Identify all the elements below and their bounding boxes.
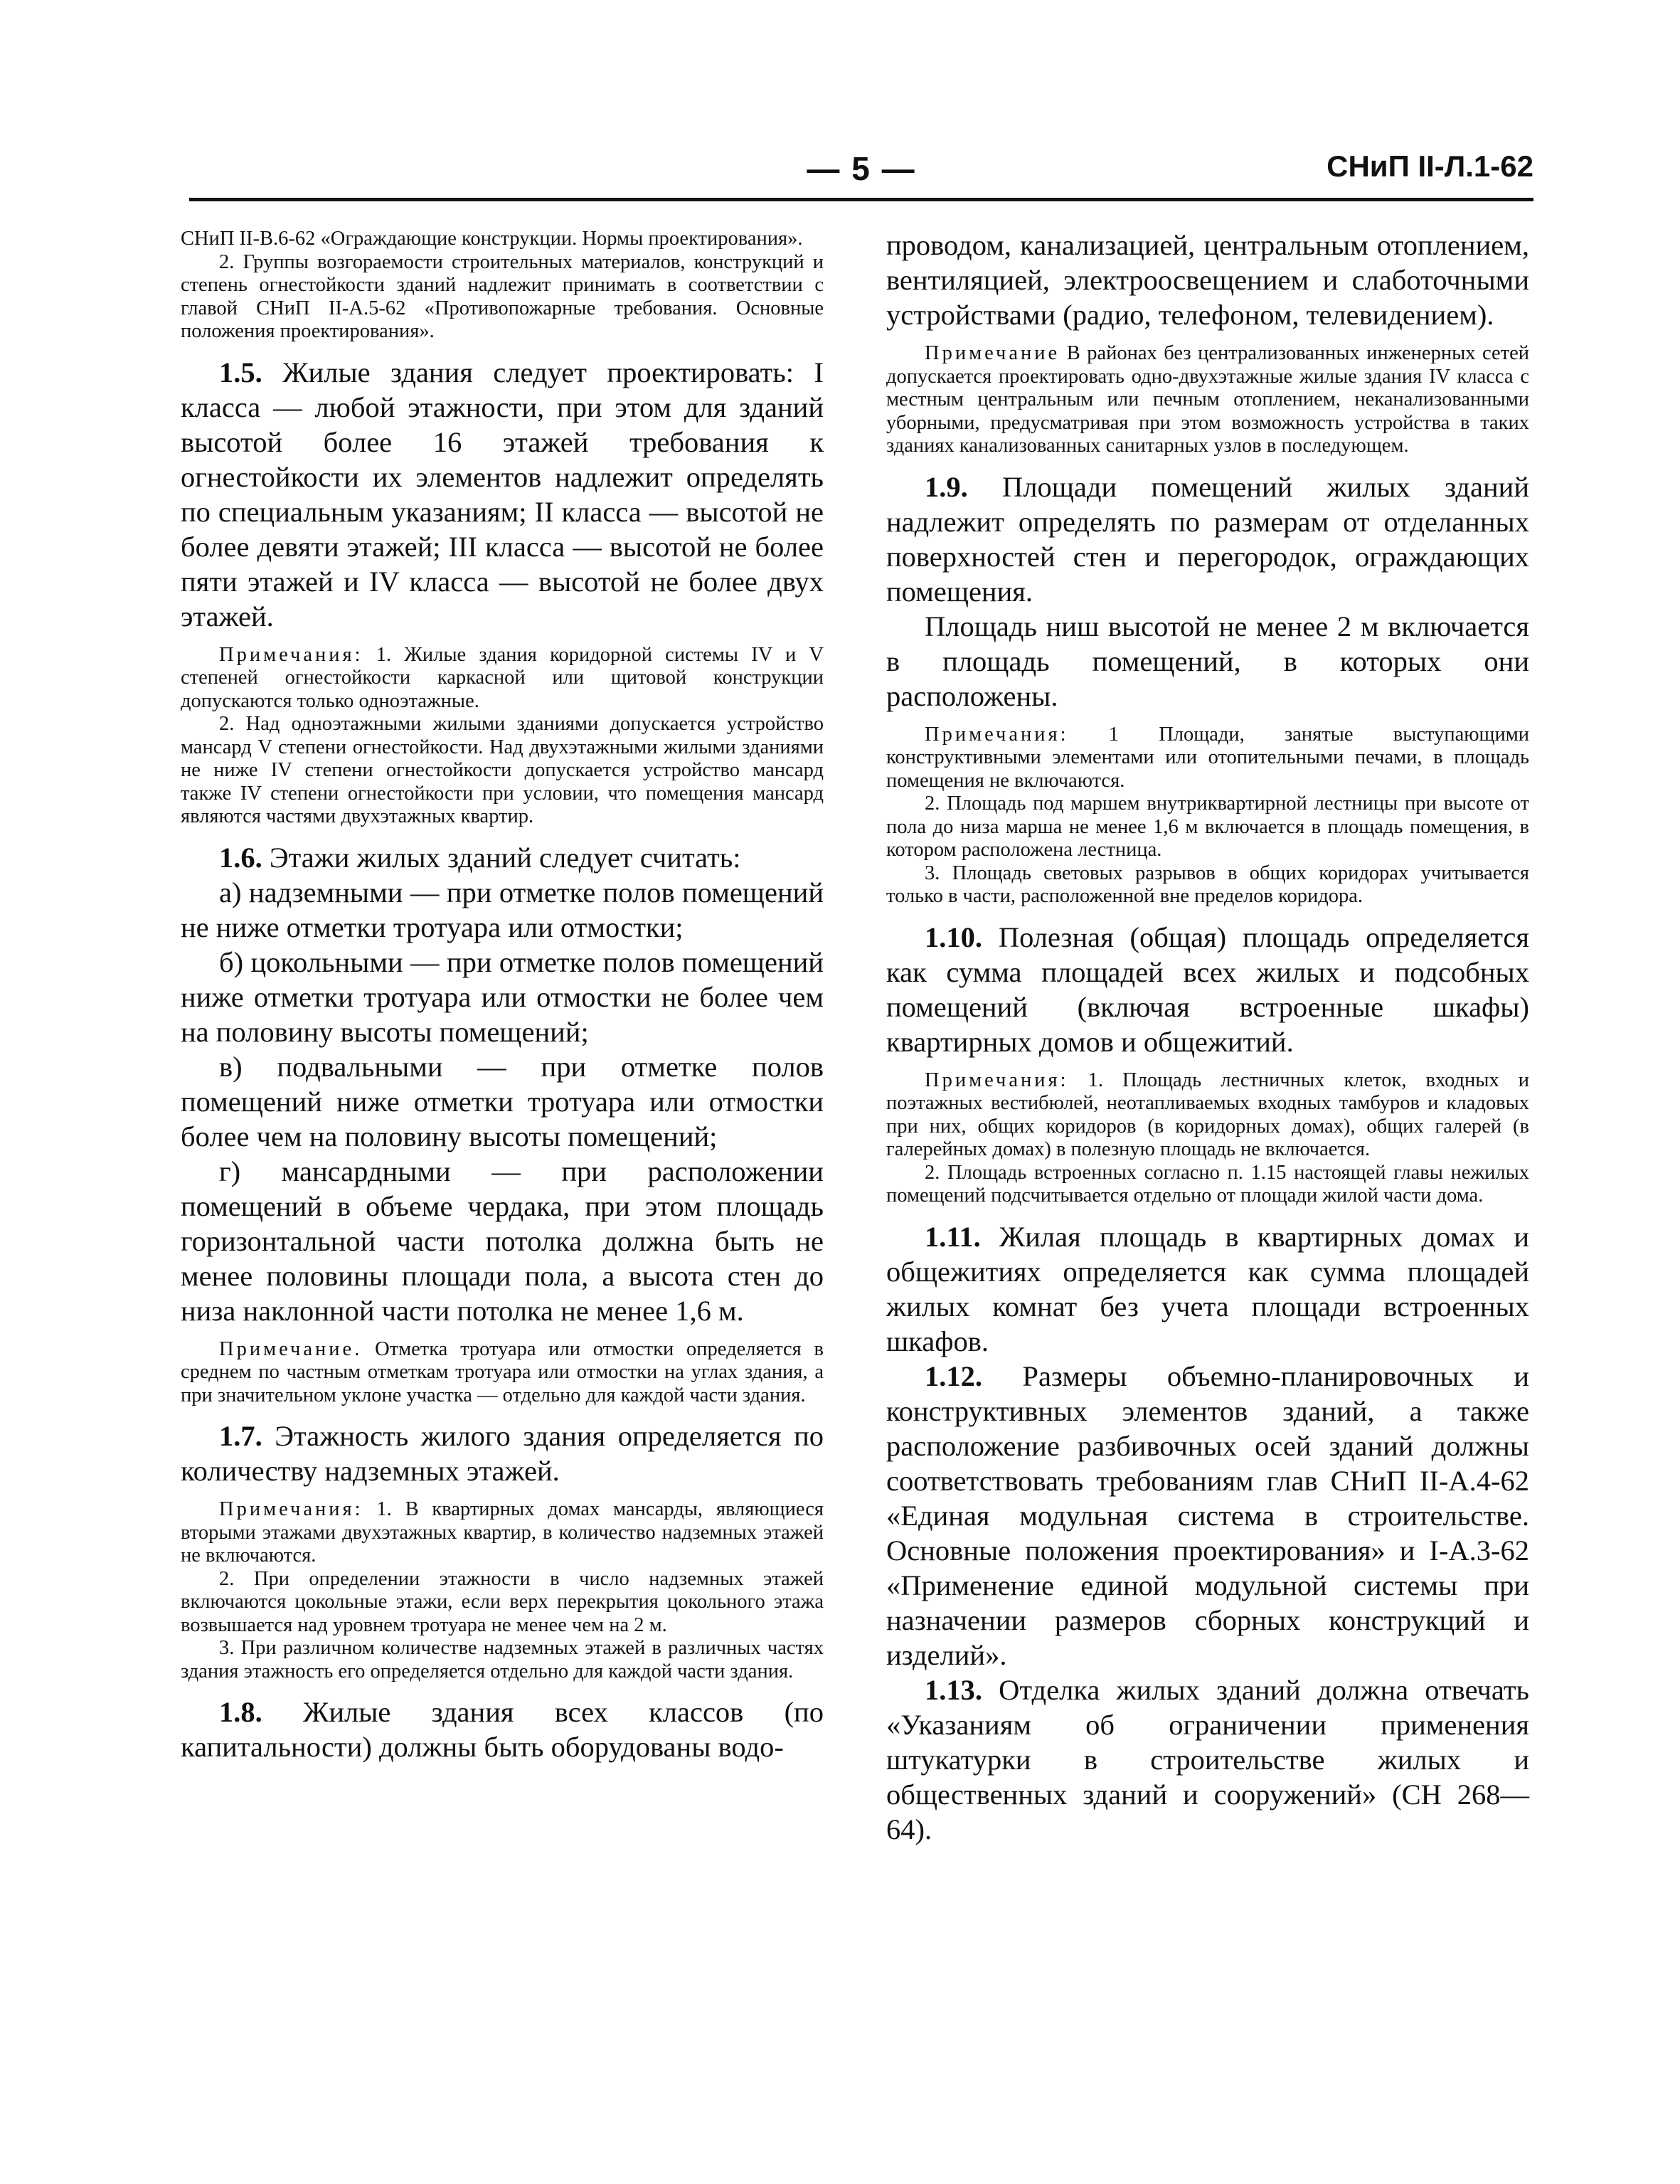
right-column <box>886 228 1529 1847</box>
clause-number: 1.7. <box>219 1420 262 1452</box>
clause-1-10 <box>886 920 1529 1059</box>
clause-text: Жилые здания следует проектировать: I класса — любой этажности, при этом для зданий высотой более 16 этажей требования к огнестойкости их элементов надлежит определять по специальным указаниям; II класса — высотой не более девяти этажей; III класса — высотой не более пяти этажей и IV класса — высотой не более двух этажей. <box>181 356 824 632</box>
note-label: Примечания: <box>925 1069 1069 1091</box>
note-text: 1. Жилые здания коридорной системы IV и V степеней огнестойкости каркасной или щитовой конструкции допускаются только одноэтажные. <box>181 643 824 712</box>
clause-number: 1.11. <box>925 1220 981 1253</box>
note-label: Примечания: <box>219 1498 363 1520</box>
note-text: В районах без централизованных инженерных сетей допускается проектировать одно-двухэтажные жилые здания IV класса с местным центральным или печным отоплением, неканализованными уборными, предусматривая при этом возможность устройства в таких зданиях канализованных санитарных узлов в последующем. <box>886 342 1529 457</box>
clause-number: 1.10. <box>925 921 982 953</box>
note-text: Отметка тротуара или отмостки определяется в среднем по частным отметкам тротуара или отмостки на углах здания, а при значительном уклоне участка — отдельно для каждой части здания. <box>181 1337 824 1406</box>
clause-text: Этажность жилого здания определяется по количеству надземных этажей. <box>181 1420 824 1487</box>
clause-1-5 <box>181 355 824 634</box>
note-label: Примечания: <box>925 723 1069 746</box>
note-1-6 <box>181 1338 824 1408</box>
note-text: 1. В квартирных домах мансарды, являющиеся вторыми этажами двухэтажных квартир, в количество надземных этажей не включаются. <box>181 1498 824 1567</box>
header-rule <box>189 198 1533 201</box>
clause-number: 1.6. <box>219 841 262 874</box>
clause-paragraph: Площадь ниш высотой не менее 2 м включается в площадь помещений, в которых они расположены. <box>886 610 1529 712</box>
clause-text: Площади помещений жилых зданий надлежит определять по размерам от отделанных поверхностей стен и перегородок, ограждающих помещения. <box>886 470 1529 608</box>
clause-1-11 <box>886 1219 1529 1359</box>
note-1-10 <box>886 1069 1529 1162</box>
note-1-5 <box>181 644 824 714</box>
clause-text: Отделка жилых зданий должна отвечать «Указаниям об ограничении применения штукатурки в строительстве жилых и общественных зданий и сооружений» (СН 268—64). <box>886 1673 1529 1845</box>
clause-1-8 <box>181 1695 824 1764</box>
page-header <box>189 149 1533 199</box>
note-continuation: СНиП II-В.6-62 «Ограждающие конструкции. Нормы проектирования». <box>181 228 803 250</box>
document-code: СНиП II-Л.1-62 <box>1327 149 1533 183</box>
clause-1-6 <box>181 840 824 875</box>
clause-1-12 <box>886 1359 1529 1673</box>
clause-item: б) цокольными — при отметке полов помещений ниже отметки тротуара или отмостки не более чем на половину высоты помещений; <box>181 945 824 1048</box>
clause-number: 1.13. <box>925 1673 982 1706</box>
note-text: 1. Площадь лестничных клеток, входных и поэтажных вестибюлей, неотапливаемых входных тамбуров и кладовых при них, общих коридоров (в коридорных домах), общих галерей (в галерейных домах) в полезную площадь не включается. <box>886 1069 1529 1160</box>
clause-1-9 <box>886 470 1529 609</box>
note-item: 2. Площадь встроенных согласно п. 1.15 настоящей главы нежилых помещений подсчитывается отдельно от площади жилой части дома. <box>886 1161 1529 1207</box>
clause-item: г) мансардными — при расположении помещений в объеме чердака, при этом площадь горизонтальной части потолка должна быть не менее половины площади пола, а высота стен до низа наклонной части потолка не менее 1,6 м. <box>181 1155 824 1327</box>
clause-1-13 <box>886 1673 1529 1847</box>
note-item: 3. Площадь световых разрывов в общих коридорах учитывается только в части, расположенной вне пределов коридора. <box>886 862 1529 907</box>
clause-number: 1.8. <box>219 1696 262 1728</box>
clause-1-7 <box>181 1419 824 1488</box>
clause-number: 1.12. <box>925 1359 982 1392</box>
clause-number: 1.5. <box>219 356 262 388</box>
note-item: 2. При определении этажности в число надземных этажей включаются цокольные этажи, если верх перекрытия цокольного этажа возвышается над уровнем тротуара не менее чем на 2 м. <box>181 1567 824 1636</box>
note-label: Примечание. <box>219 1337 363 1360</box>
note-label: Примечание <box>925 342 1060 364</box>
page-number: — 5 — <box>807 150 916 187</box>
note-item: 2. Площадь под маршем внутриквартирной лестницы при высоте от пола до низа марша не менее 1,6 м включается в площадь помещения, в котором расположена лестница. <box>886 793 1529 861</box>
left-column <box>181 228 824 1764</box>
clause-item: в) подвальными — при отметке полов помещений ниже отметки тротуара или отмостки более чем на половину высоты помещений; <box>181 1050 824 1152</box>
clause-number: 1.9. <box>925 470 968 503</box>
clause-text: Этажи жилых зданий следует считать: <box>262 841 741 874</box>
clause-text: Жилые здания всех классов (по капитальности) должны быть оборудованы водо- <box>181 1696 824 1763</box>
clause-item: а) надземными — при отметке полов помещений не ниже отметки тротуара или отмостки; <box>181 876 824 943</box>
clause-text: Размеры объемно-планировочных и конструктивных элементов зданий, а также расположение разбивочных осей зданий должны соответствовать требованиям глав СНиП II-А.4-62 «Единая модульная система в строительстве. Основные положения проектирования» и I-А.3-62 «Применение единой модульной системы при назначении размеров сборных конструкций и изделий». <box>886 1359 1529 1671</box>
note-1-7 <box>181 1498 824 1568</box>
clause-continuation: проводом, канализацией, центральным отоплением, вентиляцией, электроосвещением и слаботочными устройствами (радио, телефоном, телевидением). <box>886 229 1529 331</box>
clause-text: Полезная (общая) площадь определяется как сумма площадей всех жилых и подсобных помещений (включая встроенные шкафы) квартирных домов и общежитий. <box>886 921 1529 1058</box>
note-label: Примечания: <box>219 643 363 666</box>
clause-text: Жилая площадь в квартирных домах и общежитиях определяется как сумма площадей жилых комнат без учета площади встроенных шкафов. <box>886 1220 1529 1357</box>
note-item: 2. Группы возгораемости строительных материалов, конструкций и степень огнестойкости зданий надлежит принимать в соответствии с главой СНиП II-А.5-62 «Противопожарные требования. Основные положения проектирования». <box>181 250 824 342</box>
note-1-9 <box>886 723 1529 793</box>
note-text: 1 Площади, занятые выступающими конструктивными элементами или отопительными печами, в площадь помещения не включаются. <box>886 723 1529 792</box>
note-item: 3. При различном количестве надземных этажей в различных частях здания этажность его определяется отдельно для каждой части здания. <box>181 1637 824 1682</box>
note-1-8 <box>886 342 1529 458</box>
note-item: 2. Над одноэтажными жилыми зданиями допускается устройство мансард V степени огнестойкости. Над двухэтажными жилыми зданиями не ниже IV степени огнестойкости допускается устройство мансард также IV степени огнестойкости при условии, что помещения мансард являются частями двухэтажных квартир. <box>181 713 824 827</box>
